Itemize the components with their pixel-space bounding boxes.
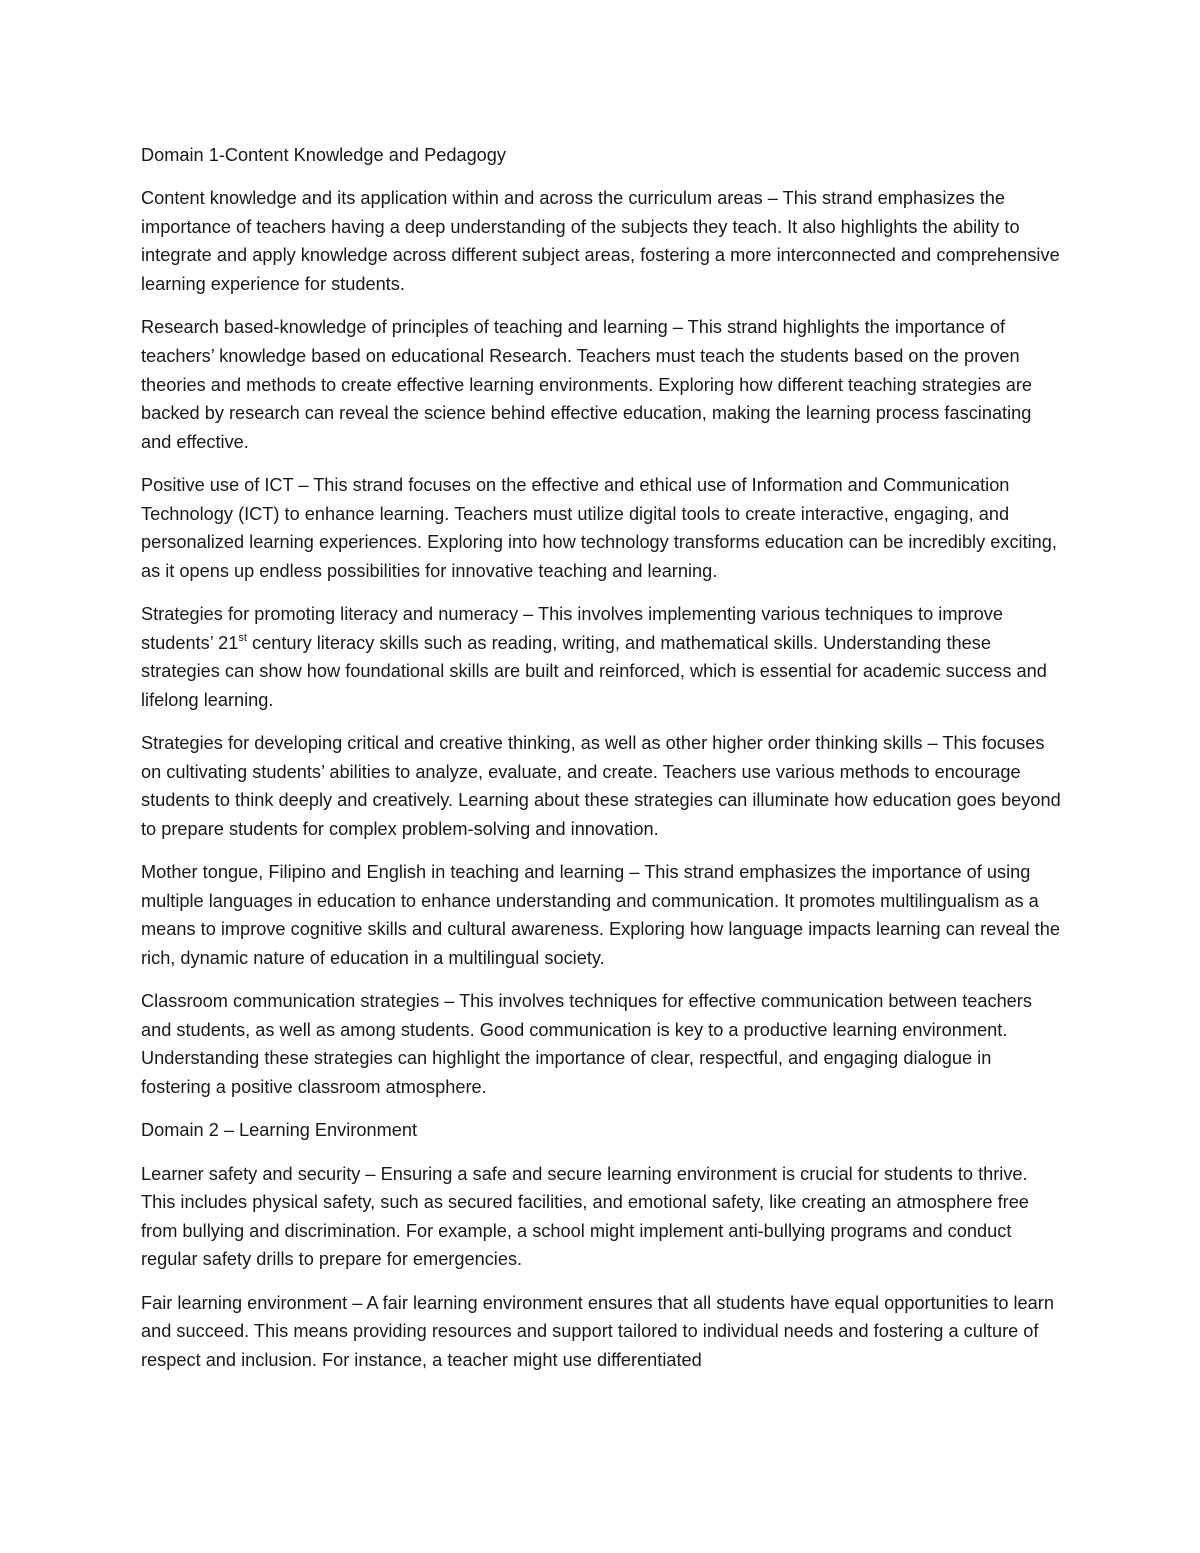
domain-1-heading: Domain 1-Content Knowledge and Pedagogy [141,145,507,165]
document-page [141,141,1061,1389]
ordinal-superscript: st [238,631,247,644]
paragraph-content-knowledge: Content knowledge and its application within and across the curriculum areas – This strand emphasizes the importance of teachers having a deep understanding of the subjects they teach. It also highlights the ability to integrate and apply knowledge across different subject areas, fostering a more interconnected and comprehensive learning experience for students. [141,188,1060,295]
paragraph-research-based-knowledge: Research based-knowledge of principles of teaching and learning – This strand highlights the importance of teachers’ knowledge based on educational Research. Teachers must teach the students based on the proven theories and methods to create effective learning environments. Exploring how different teaching strategies are backed by research can reveal the science behind effective education, making the learning process fascinating and effective. [141,317,1033,452]
paragraph-learner-safety: Learner safety and security – Ensuring a safe and secure learning environment is crucial for students to thrive. This includes physical safety, such as secured facilities, and emotional safety, like creating an atmosphere free from bullying and discrimination. For example, a school might implement anti-bullying programs and conduct regular safety drills to prepare for emergencies. [141,1163,1029,1270]
paragraph-fair-learning-environment: Fair learning environment – A fair learning environment ensures that all students have equal opportunities to learn and succeed. This means providing resources and support tailored to individual needs and fostering a culture of respect and inclusion. For instance, a teacher might use differentiated [141,1292,1054,1370]
literacy-text-after: century literacy skills such as reading, writing, and mathematical skills. Understanding these strategies can show how foundational skills are built and reinforced, which is essential for academic success and lifelong learning. [141,632,1047,710]
paragraph-literacy-numeracy [141,600,1061,714]
paragraph-classroom-communication: Classroom communication strategies – This involves techniques for effective communication between teachers and students, as well as among students. Good communication is key to a productive learning environment. Understanding these strategies can highlight the importance of clear, respectful, and engaging dialogue in fostering a positive classroom atmosphere. [141,991,1032,1098]
literacy-text-before: Strategies for promoting literacy and numeracy – This involves implementing various techniques to improve students’ 21 [141,604,1003,653]
paragraph-critical-creative-thinking: Strategies for developing critical and creative thinking, as well as other higher order thinking skills – This focuses on cultivating students’ abilities to analyze, evaluate, and create. Teachers use various methods to encourage students to think deeply and creatively. Learning about these strategies can illuminate how education goes beyond to prepare students for complex problem-solving and innovation. [141,733,1061,839]
domain-2-heading: Domain 2 – Learning Environment [141,1120,418,1141]
paragraph-positive-use-of-ict: Positive use of ICT – This strand focuses on the effective and ethical use of Information and Communication Technology (ICT) to enhance learning. Teachers must utilize digital tools to create interactive, engaging, and personalized learning experiences. Exploring into how technology transforms education can be incredibly exciting, as it opens up endless possibilities for innovative teaching and learning. [141,475,1057,581]
paragraph-mother-tongue: Mother tongue, Filipino and English in teaching and learning – This strand emphasizes the importance of using multiple languages in education to enhance understanding and communication. It promotes multilingualism as a means to improve cognitive skills and cultural awareness. Exploring how language impacts learning can reveal the rich, dynamic nature of education in a multilingual society. [141,862,1060,968]
